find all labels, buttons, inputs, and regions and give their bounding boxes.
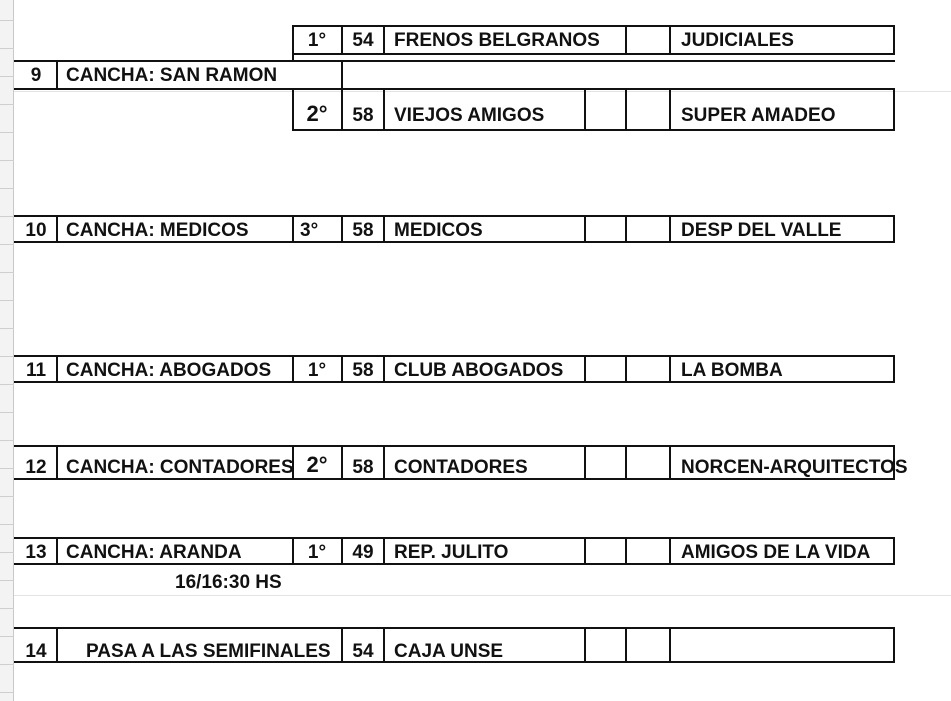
match-number: 12	[25, 457, 47, 478]
team-a: REP. JULITO	[394, 542, 509, 563]
match-number: 11	[25, 360, 47, 381]
match-time: 16/16:30 HS	[175, 572, 282, 593]
team-a: FRENOS BELGRANOS	[394, 30, 600, 51]
ref-number: 58	[352, 457, 374, 478]
cancha-label: CANCHA: ABOGADOS	[66, 360, 272, 381]
place-label: 2°	[306, 101, 328, 126]
team-b: AMIGOS DE LA VIDA	[681, 542, 871, 563]
ref-number: 58	[352, 105, 374, 126]
ref-number: 54	[352, 641, 374, 662]
team-b: DESP DEL VALLE	[681, 220, 842, 241]
ref-number: 54	[352, 30, 374, 51]
cancha-label: CANCHA: MEDICOS	[66, 220, 249, 241]
team-a: CLUB ABOGADOS	[394, 360, 564, 381]
place-label: 1°	[307, 30, 327, 51]
ref-number: 58	[352, 360, 374, 381]
match-number: 13	[25, 542, 47, 563]
team-a: VIEJOS AMIGOS	[394, 105, 545, 126]
team-b: LA BOMBA	[681, 360, 783, 381]
match-number: 10	[25, 220, 47, 241]
place-label: 1°	[307, 542, 327, 563]
match-number: 9	[30, 65, 42, 86]
ref-number: 58	[352, 220, 374, 241]
team-b: NORCEN-ARQUITECTOS	[681, 457, 908, 478]
place-label: 3°	[300, 220, 319, 241]
team-b: SUPER AMADEO	[681, 105, 836, 126]
row-header-gutter[interactable]	[0, 0, 14, 701]
cancha-label: CANCHA: SAN RAMON	[66, 65, 278, 86]
place-label: 1°	[307, 360, 327, 381]
team-b: JUDICIALES	[681, 30, 794, 51]
team-a: MEDICOS	[394, 220, 483, 241]
match-number: 14	[25, 641, 47, 662]
team-a: CONTADORES	[394, 457, 528, 478]
cancha-label: CANCHA: CONTADORES	[66, 457, 294, 478]
team-a: CAJA UNSE	[394, 641, 504, 662]
ref-number: 49	[352, 542, 374, 563]
cancha-label: CANCHA: ARANDA	[66, 542, 242, 563]
semifinal-note: PASA A LAS SEMIFINALES	[86, 641, 331, 662]
place-label: 2°	[306, 452, 328, 477]
